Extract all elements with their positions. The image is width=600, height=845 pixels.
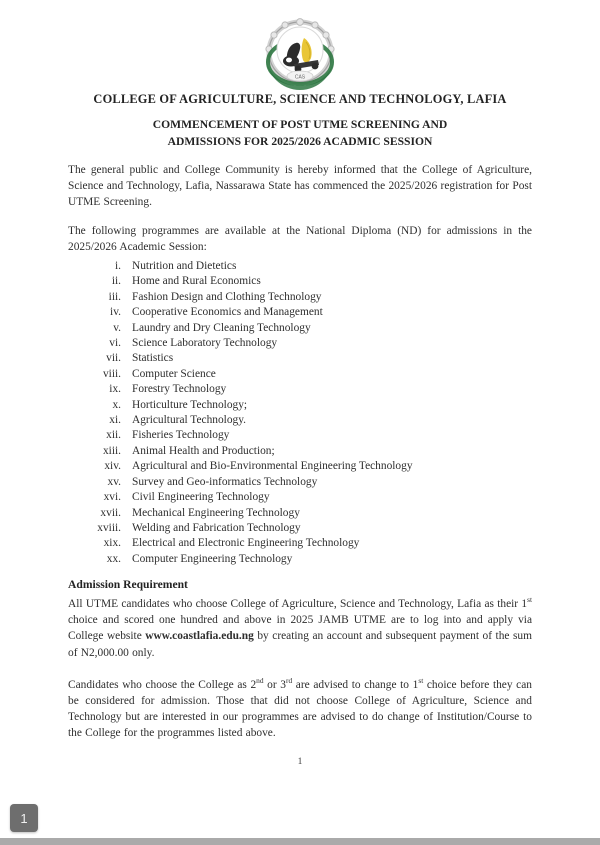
list-item-numeral: v. [113,321,121,334]
list-item-numeral: xiii. [102,444,121,457]
page-subtitle-line-1: COMMENCEMENT OF POST UTME SCREENING AND [152,118,448,131]
list-item [90,398,532,413]
list-item-label: Horticulture Technology; [132,398,248,411]
page-subtitle-line-2: ADMISSIONS FOR 2025/2026 ACADMIC SESSION [167,135,433,148]
list-item-label: Cooperative Economics and Management [132,306,323,319]
admission-ordinal-1: st [527,595,532,605]
list-item-label: Home and Rural Economics [132,275,261,288]
list-item-numeral: xvi. [103,491,121,504]
list-item-label: Mechanical Engineering Technology [132,506,300,519]
admission-text-part-3: by creating an account and subsequent payment of the sum of N2,000.00 only. [68,630,532,659]
list-item [90,475,532,490]
list-item [90,274,532,289]
final-ordinal-2: rd [286,675,293,685]
list-item [90,367,532,382]
list-item-numeral: xv. [107,475,121,488]
list-item [90,413,532,428]
list-item-numeral: xviii. [97,521,121,534]
list-item [90,351,532,366]
list-item-label: Animal Health and Production; [132,444,275,457]
final-text-part-3: are advised to change to 1 [292,678,419,691]
list-item [90,552,532,567]
list-item [90,336,532,351]
final-text-part-2: or 3 [263,678,286,691]
list-item [90,428,532,443]
list-item [90,305,532,320]
list-item-label: Electrical and Electronic Engineering Technology [132,537,360,550]
admission-requirement-paragraph [68,592,532,661]
list-item [90,321,532,336]
crest-container [0,0,600,92]
list-item-numeral: ii. [111,275,121,288]
list-item [90,521,532,536]
list-item-label: Fisheries Technology [132,429,230,442]
final-ordinal-1: nd [256,675,264,685]
page-number-badge[interactable]: 1 [10,804,38,832]
list-item-label: Welding and Fabrication Technology [132,521,301,534]
choice-change-paragraph [68,673,532,742]
viewer-bottom-bar [0,808,600,845]
admission-requirement-heading: Admission Requirement [68,578,188,592]
final-ordinal-3: st [418,675,424,685]
admission-text-part-1: All UTME candidates who choose College of Agriculture, Science and Technology, Lafia as their 1 [68,597,528,610]
list-item-label: Nutrition and Dietetics [132,260,237,273]
list-item [90,382,532,397]
list-item [90,536,532,551]
admission-text-part-2: choice and scored one hundred and above in 2025 JAMB UTME are to log into and apply via College website [68,614,532,643]
list-item-label: Civil Engineering Technology [132,491,270,504]
list-item [90,290,532,305]
list-item-label: Statistics [132,352,174,365]
list-item-label: Agricultural and Bio-Environmental Engineering Technology [132,460,413,473]
list-item-numeral: ix. [109,383,121,396]
list-item-label: Computer Engineering Technology [132,552,293,565]
list-item-numeral: xx. [106,552,121,565]
list-item [90,506,532,521]
college-crest-icon [260,16,340,94]
list-item-numeral: xii. [106,429,121,442]
programmes-intro-paragraph: The following programmes are available at the National Diploma (ND) for admissions in the 2025/2026 Academic Session: [68,224,532,253]
college-website-link[interactable]: www.coastlafia.edu.ng [145,630,254,643]
list-item-numeral: xvii. [100,506,121,519]
list-item-label: Computer Science [132,367,216,380]
list-item-label: Survey and Geo-informatics Technology [132,475,318,488]
list-item-numeral: xi. [109,414,121,427]
page-title: COLLEGE OF AGRICULTURE, SCIENCE AND TECHNOLOGY, LAFIA [93,92,507,106]
list-item-numeral: viii. [102,367,121,380]
list-item-numeral: i. [114,260,121,273]
final-text-part-4: choice before they can be considered for admission. Those that did not choose College of Agriculture, Science and Technology but are interested in our programmes are advised to do change of Institution/Course to the College for the programmes listed above. [68,678,532,740]
list-item-numeral: xix. [103,537,121,550]
intro-paragraph: The general public and College Community is hereby informed that the College of Agriculture, Science and Technology, Lafia, Nassarawa State has commenced the 2025/2026 registration for Post UTME Screening. [68,164,532,209]
list-item-numeral: iii. [108,290,121,303]
page-subtitle [100,116,500,150]
list-item [90,444,532,459]
list-item-label: Fashion Design and Clothing Technology [132,290,322,303]
list-item-numeral: vi. [109,337,121,350]
list-item-label: Science Laboratory Technology [132,337,278,350]
list-item-label: Agricultural Technology. [132,414,247,427]
list-item-numeral: vii. [106,352,121,365]
programme-list [68,259,532,567]
list-item-numeral: xiv. [104,460,121,473]
final-text-part-1: Candidates who choose the College as 2 [68,678,257,691]
page-folio-number: 1 [297,757,303,768]
document-body [68,162,532,767]
list-item-numeral: iv. [110,306,121,319]
list-item-label: Forestry Technology [132,383,227,396]
list-item [90,459,532,474]
list-item [90,490,532,505]
list-item [90,259,532,274]
list-item-numeral: x. [112,398,121,411]
list-item-label: Laundry and Dry Cleaning Technology [132,321,311,334]
svg-text:CAS: CAS [294,74,306,81]
